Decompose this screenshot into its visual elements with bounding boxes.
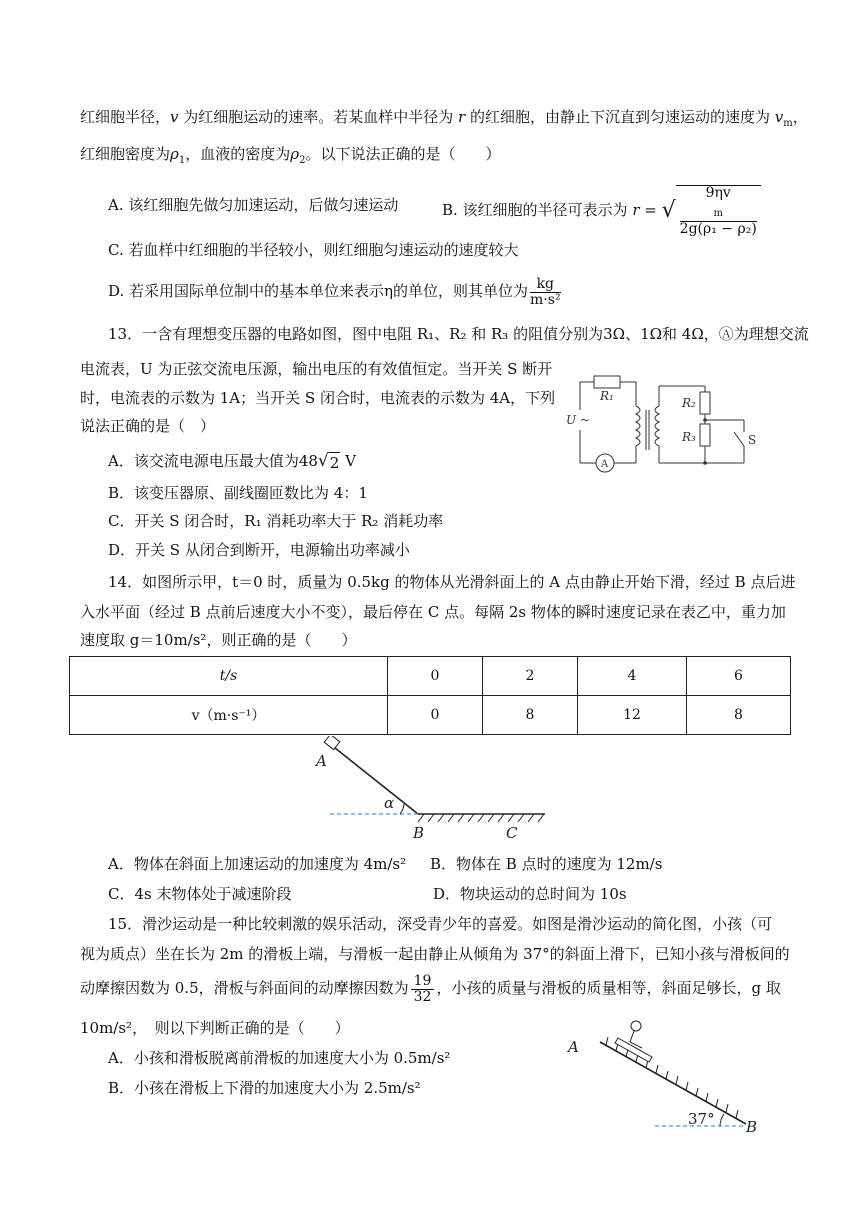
svg-text:U ~: U ~ bbox=[566, 413, 590, 427]
q13-option-b: B．该变压器原、副线圈匝数比为 4：1 bbox=[108, 484, 368, 502]
q13-option-c: C．开关 S 闭合时，R₁ 消耗功率大于 R₂ 消耗功率 bbox=[108, 512, 444, 530]
switch-s bbox=[734, 432, 744, 446]
sled-board bbox=[615, 1038, 652, 1062]
q13-circuit-diagram bbox=[560, 370, 760, 480]
block bbox=[324, 736, 340, 750]
resistor-r3 bbox=[700, 424, 710, 446]
svg-text:R₃: R₃ bbox=[682, 430, 696, 444]
q14-option-b: B．物体在 B 点时的速度为 12m/s bbox=[430, 855, 663, 873]
q15-option-b: B．小孩在滑板上下滑的加速度大小为 2.5m/s² bbox=[108, 1079, 421, 1097]
q12-line2: 红细胞密度为$\rho_1$，血液的密度为$\rho_2$。以下说法正确的是（ ） bbox=[80, 145, 501, 166]
q14-incline-diagram bbox=[310, 736, 550, 846]
q15-line4: 10m/s²， 则以下判断正确的是（ ） bbox=[80, 1019, 350, 1037]
q12-vm: v bbox=[774, 108, 784, 126]
q13-line4: 说法正确的是（ ） bbox=[80, 417, 216, 435]
q13-line3: 时，电流表的示数为 1A；当开关 S 闭合时，电流表的示数为 4A，下列 bbox=[80, 389, 556, 407]
q15-line3: 动摩擦因数为 0.5，滑板与斜面间的动摩擦因数为 $\frac{19}{32}$ ，小孩的质量与滑板的质量相等，斜面足够长，g 取 bbox=[80, 972, 781, 1005]
q12-line1: 红细胞半径，v 为红细胞运动的速率。若某血样中半径为 r 的红细胞，由静止下沉直到匀速运动的速度为 $v_m$， bbox=[80, 108, 808, 129]
q15-sand-slide-diagram bbox=[560, 1020, 770, 1140]
q15-line2: 视为质点）坐在长为 2m 的滑板上端，与滑板一起由静止从倾角为 37°的斜面上滑下，已知小孩与滑板间的 bbox=[80, 945, 790, 963]
q13-option-d: D．开关 S 从闭合到断开，电源输出功率减小 bbox=[108, 541, 410, 559]
q14-option-a: A．物体在斜面上加速运动的加速度为 4m/s² bbox=[108, 855, 407, 873]
svg-text:α: α bbox=[384, 794, 395, 812]
velocity-table bbox=[69, 656, 791, 735]
svg-text:A: A bbox=[568, 1038, 579, 1056]
svg-text:A: A bbox=[601, 459, 609, 470]
svg-text:R₂: R₂ bbox=[682, 396, 696, 410]
q14-option-d: D．物块运动的总时间为 10s bbox=[433, 885, 627, 903]
svg-text:R₁: R₁ bbox=[600, 389, 614, 403]
q13-line2: 电流表，U 为正弦交流电压源，输出电压的有效值恒定。当开关 S 断开 bbox=[80, 360, 553, 378]
child-figure bbox=[631, 1021, 641, 1031]
q14-option-c: C．4s 末物体处于减速阶段 bbox=[108, 885, 292, 903]
q15-option-a: A．小孩和滑板脱离前滑板的加速度大小为 0.5m/s² bbox=[108, 1049, 451, 1067]
svg-text:A: A bbox=[316, 752, 327, 770]
q13-line1: 13．一含有理想变压器的电路如图，图中电阻 R₁、R₂ 和 R₃ 的阻值分别为3Ω、1Ω和 4Ω，Ⓐ为理想交流 bbox=[108, 325, 809, 343]
q14-line2: 入水平面（经过 B 点前后速度大小不变），最后停在 C 点。每隔 2s 物体的瞬时速度记录在表乙中，重力加 bbox=[80, 603, 786, 621]
table-row: t/s 0 2 4 6 bbox=[70, 657, 791, 696]
q14-line1: 14．如图所示甲，t＝0 时，质量为 0.5kg 的物体从光滑斜面上的 A 点由静止开始下滑，经过 B 点后进 bbox=[108, 573, 796, 591]
svg-text:S: S bbox=[748, 433, 757, 447]
q12-option-b: B. 该红细胞的半径可表示为 r = √ 9ηv $_m$ 2g(ρ₁ − ρ₂) bbox=[442, 185, 761, 237]
svg-text:B: B bbox=[413, 824, 425, 842]
q12-option-c: C. 若血样中红细胞的半径较小，则红细胞匀速运动的速度较大 bbox=[108, 241, 519, 259]
resistor-r1 bbox=[594, 376, 620, 388]
table-row: v（m·s⁻¹） 0 8 12 8 bbox=[70, 696, 791, 735]
q14-line3: 速度取 g＝10m/s²，则正确的是（ ） bbox=[80, 631, 357, 649]
q15-line1: 15．滑沙运动是一种比较刺激的娱乐活动，深受青少年的喜爱。如图是滑沙运动的简化图，小孩（可 bbox=[108, 915, 773, 933]
q12-option-d: D. 若采用国际单位制中的基本单位来表示η的单位，则其单位为 $\frac{kg}{\text{m·s²}}$ bbox=[108, 275, 561, 308]
svg-text:37°: 37° bbox=[688, 1110, 715, 1128]
q12-option-a: A. 该红细胞先做匀加速运动，后做匀速运动 bbox=[108, 196, 399, 214]
q13-option-a: A．该交流电源电压最大值为48√2 V bbox=[108, 451, 356, 472]
svg-text:C: C bbox=[506, 824, 518, 842]
svg-text:B: B bbox=[746, 1118, 758, 1136]
resistor-r2 bbox=[700, 392, 710, 414]
